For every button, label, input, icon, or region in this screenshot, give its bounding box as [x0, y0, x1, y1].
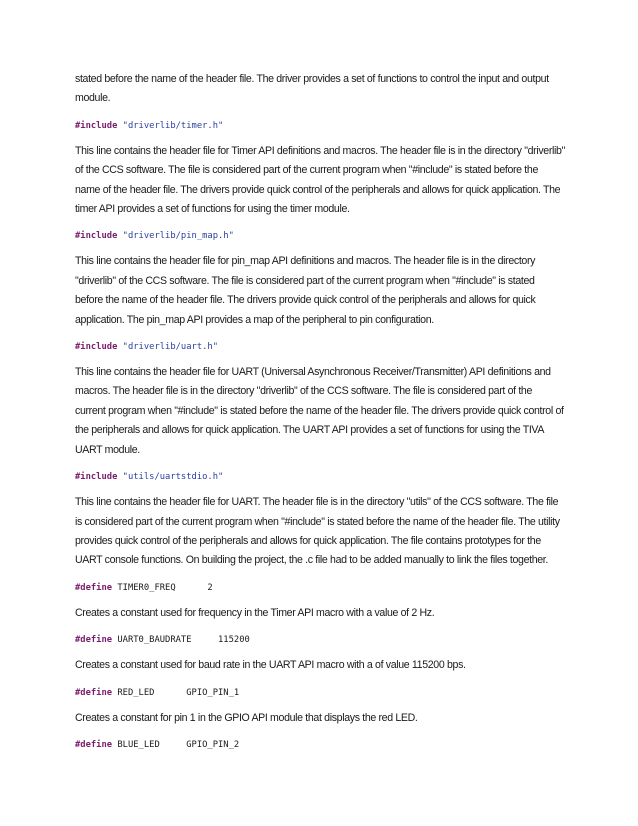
paragraph-red-led-description: Creates a constant for pin 1 in the GPIO API module that displays the red LED.	[75, 711, 418, 724]
code-keyword: #define	[75, 582, 113, 593]
paragraph-uartstdio-description: This line contains the header file for UART. The header file is in the directory "utils" of the CCS software. The file is considered part of the current program when "#include" is stated before the name of the header file. The utility provides quick control of the peripherals and allows for quick application. The file contains prototypes for the UART console functions. On building the project, the .c file had to be added manually to link the files together.	[75, 496, 560, 567]
code-macro-value: 2	[207, 582, 213, 593]
paragraph-timer-description: This line contains the header file for Timer API definitions and macros. The header file is in the directory "driverlib" of the CCS software. The file is considered part of the current program when "#include" is stated before the name of the header file. The drivers provide quick control of the peripherals and allows for quick application. The timer API provides a set of functions for using the timer module.	[75, 144, 565, 216]
code-macro-value: GPIO_PIN_2	[186, 739, 240, 750]
code-keyword: #include	[75, 342, 118, 353]
paragraph-pinmap-description: This line contains the header file for pin_map API definitions and macros. The header file is in the directory "driverlib" of the CCS software. The file is considered part of the current program when "#include" is stated before the name of the header file. The drivers provide quick control of the peripherals and allows for quick application. The pin_map API provides a map of the peripheral to pin configuration.	[75, 255, 536, 326]
code-define-baudrate	[75, 633, 565, 647]
code-define-blue-led	[75, 738, 565, 752]
code-macro-name: RED_LED	[117, 687, 155, 698]
code-argument: "driverlib/pin_map.h"	[122, 231, 234, 242]
code-keyword: #include	[75, 472, 118, 483]
code-macro-name: TIMER0_FREQ	[117, 582, 176, 593]
paragraph-baudrate-description: Creates a constant used for baud rate in the UART API macro with a of value 115200 bps.	[75, 659, 466, 672]
code-macro-value: GPIO_PIN_1	[186, 687, 240, 698]
code-include-timer	[75, 119, 565, 133]
paragraph-driver-intro: stated before the name of the header file. The driver provides a set of functions to control the input and output module.	[75, 73, 549, 105]
code-macro-name: BLUE_LED	[117, 739, 160, 750]
code-argument: "driverlib/uart.h"	[122, 342, 219, 353]
code-include-pinmap	[75, 229, 565, 243]
code-macro-value: 115200	[218, 635, 250, 646]
code-include-uart	[75, 340, 565, 354]
paragraph-uart-description: This line contains the header file for UART (Universal Asynchronous Receiver/Transmitter) API definitions and macros. The header file is in the directory "driverlib" of the CCS software. The file is considered part of the current program when "#include" is stated before the name of the header file. The drivers provide quick control of the peripherals and allows for quick application. The UART API provides a set of functions for using the TIVA UART module.	[75, 366, 564, 456]
code-argument: "utils/uartstdio.h"	[122, 472, 224, 483]
document-body	[75, 70, 565, 752]
code-define-timer-freq	[75, 581, 565, 595]
code-include-uartstdio	[75, 470, 565, 484]
code-keyword: #define	[75, 739, 113, 750]
code-macro-name: UART0_BAUDRATE	[117, 635, 192, 646]
code-keyword: #define	[75, 635, 113, 646]
code-keyword: #include	[75, 231, 118, 242]
code-keyword: #define	[75, 687, 113, 698]
code-define-red-led	[75, 686, 565, 700]
code-argument: "driverlib/timer.h"	[122, 120, 224, 131]
paragraph-timer-freq-description: Creates a constant used for frequency in the Timer API macro with a value of 2 Hz.	[75, 606, 435, 619]
code-keyword: #include	[75, 120, 118, 131]
